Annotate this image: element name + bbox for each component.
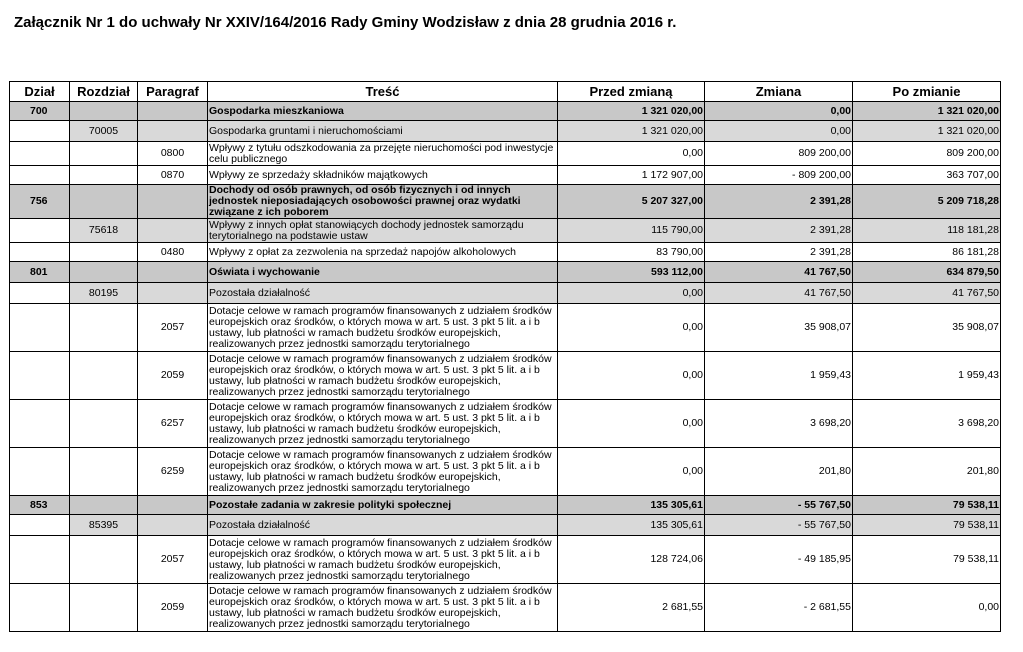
cell-tresc: Wpływy z tytułu odszkodowania za przejęte nieruchomości pod inwestycje celu publicznego [208,142,558,166]
cell-po-zmianie: 1 321 020,00 [853,102,1001,121]
cell-paragraf [138,121,208,142]
cell-po-zmianie: 1 321 020,00 [853,121,1001,142]
cell-rozdzial [70,496,138,515]
cell-zmiana: 3 698,20 [705,400,853,448]
cell-dzial [10,142,70,166]
cell-dzial [10,219,70,243]
cell-dzial [10,166,70,185]
cell-dzial [10,243,70,262]
cell-zmiana: 2 391,28 [705,243,853,262]
cell-tresc: Wpływy z opłat za zezwolenia na sprzedaż napojów alkoholowych [208,243,558,262]
cell-paragraf: 0480 [138,243,208,262]
cell-przed-zmiana: 135 305,61 [558,515,705,536]
cell-dzial: 700 [10,102,70,121]
cell-przed-zmiana: 1 172 907,00 [558,166,705,185]
cell-paragraf [138,185,208,219]
cell-przed-zmiana: 5 207 327,00 [558,185,705,219]
cell-dzial [10,584,70,632]
cell-zmiana: 41 767,50 [705,262,853,283]
table-row [10,102,1001,121]
cell-dzial [10,448,70,496]
cell-paragraf [138,515,208,536]
cell-przed-zmiana: 1 321 020,00 [558,102,705,121]
cell-po-zmianie: 809 200,00 [853,142,1001,166]
cell-zmiana: 41 767,50 [705,283,853,304]
header-tresc: Treść [208,82,558,102]
table-row [10,121,1001,142]
cell-zmiana: - 809 200,00 [705,166,853,185]
table-row [10,352,1001,400]
cell-przed-zmiana: 0,00 [558,352,705,400]
table-row [10,185,1001,219]
cell-po-zmianie: 634 879,50 [853,262,1001,283]
cell-tresc: Wpływy z innych opłat stanowiących dochody jednostek samorządu terytorialnego na podstawie ustaw [208,219,558,243]
cell-dzial [10,304,70,352]
cell-dzial: 801 [10,262,70,283]
cell-przed-zmiana: 0,00 [558,304,705,352]
cell-po-zmianie: 118 181,28 [853,219,1001,243]
cell-dzial [10,352,70,400]
table-row [10,515,1001,536]
table-row [10,219,1001,243]
header-paragraf: Paragraf [138,82,208,102]
cell-po-zmianie: 79 538,11 [853,515,1001,536]
cell-rozdzial [70,166,138,185]
cell-po-zmianie: 79 538,11 [853,496,1001,515]
budget-table [9,81,1001,632]
cell-paragraf [138,496,208,515]
cell-zmiana: 2 391,28 [705,219,853,243]
cell-po-zmianie: 5 209 718,28 [853,185,1001,219]
table-row [10,142,1001,166]
cell-rozdzial [70,584,138,632]
cell-dzial [10,536,70,584]
cell-rozdzial [70,102,138,121]
cell-przed-zmiana: 115 790,00 [558,219,705,243]
cell-rozdzial [70,352,138,400]
cell-przed-zmiana: 2 681,55 [558,584,705,632]
cell-zmiana: - 55 767,50 [705,515,853,536]
table-row [10,496,1001,515]
cell-zmiana: 0,00 [705,121,853,142]
cell-dzial: 756 [10,185,70,219]
cell-paragraf [138,262,208,283]
cell-przed-zmiana: 0,00 [558,142,705,166]
cell-paragraf: 0870 [138,166,208,185]
header-rozdzial: Rozdział [70,82,138,102]
cell-dzial [10,283,70,304]
header-przed-zmiana: Przed zmianą [558,82,705,102]
cell-po-zmianie: 86 181,28 [853,243,1001,262]
cell-rozdzial [70,304,138,352]
cell-tresc: Dochody od osób prawnych, od osób fizycznych i od innych jednostek nieposiadających osobowości prawnej oraz wydatki związane z ich poborem [208,185,558,219]
cell-po-zmianie: 201,80 [853,448,1001,496]
cell-tresc: Dotacje celowe w ramach programów finansowanych z udziałem środków europejskich oraz środków, o których mowa w art. 5 ust. 3 pkt 5 lit. a i b ustawy, lub płatności w ramach budżetu środków europejskich, realizowanych przez jednostki samorządu terytorialnego [208,304,558,352]
cell-paragraf: 2059 [138,584,208,632]
cell-po-zmianie: 41 767,50 [853,283,1001,304]
cell-paragraf: 6257 [138,400,208,448]
header-po-zmianie: Po zmianie [853,82,1001,102]
cell-paragraf [138,219,208,243]
cell-przed-zmiana: 135 305,61 [558,496,705,515]
cell-rozdzial [70,448,138,496]
cell-przed-zmiana: 1 321 020,00 [558,121,705,142]
table-row [10,584,1001,632]
cell-rozdzial [70,185,138,219]
cell-tresc: Gospodarka mieszkaniowa [208,102,558,121]
cell-przed-zmiana: 0,00 [558,448,705,496]
cell-paragraf: 2057 [138,304,208,352]
cell-tresc: Dotacje celowe w ramach programów finansowanych z udziałem środków europejskich oraz środków, o których mowa w art. 5 ust. 3 pkt 5 lit. a i b ustawy, lub płatności w ramach budżetu środków europejskich, realizowanych przez jednostki samorządu terytorialnego [208,400,558,448]
table-row [10,536,1001,584]
cell-przed-zmiana: 0,00 [558,283,705,304]
cell-przed-zmiana: 0,00 [558,400,705,448]
cell-tresc: Dotacje celowe w ramach programów finansowanych z udziałem środków europejskich oraz środków, o których mowa w art. 5 ust. 3 pkt 5 lit. a i b ustawy, lub płatności w ramach budżetu środków europejskich, realizowanych przez jednostki samorządu terytorialnego [208,536,558,584]
table-row [10,166,1001,185]
table-body [10,102,1001,632]
table-header-row [10,82,1001,102]
cell-rozdzial [70,400,138,448]
cell-rozdzial [70,262,138,283]
table-row [10,400,1001,448]
table-row [10,262,1001,283]
cell-tresc: Oświata i wychowanie [208,262,558,283]
cell-zmiana: 809 200,00 [705,142,853,166]
cell-dzial: 853 [10,496,70,515]
cell-tresc: Pozostała działalność [208,515,558,536]
cell-paragraf: 2057 [138,536,208,584]
cell-przed-zmiana: 593 112,00 [558,262,705,283]
cell-zmiana: 0,00 [705,102,853,121]
cell-zmiana: 2 391,28 [705,185,853,219]
cell-rozdzial [70,243,138,262]
cell-paragraf [138,283,208,304]
cell-po-zmianie: 0,00 [853,584,1001,632]
cell-rozdzial: 80195 [70,283,138,304]
cell-zmiana: - 2 681,55 [705,584,853,632]
cell-tresc: Dotacje celowe w ramach programów finansowanych z udziałem środków europejskich oraz środków, o których mowa w art. 5 ust. 3 pkt 5 lit. a i b ustawy, lub płatności w ramach budżetu środków europejskich, realizowanych przez jednostki samorządu terytorialnego [208,448,558,496]
cell-tresc: Dotacje celowe w ramach programów finansowanych z udziałem środków europejskich oraz środków, o których mowa w art. 5 ust. 3 pkt 5 lit. a i b ustawy, lub płatności w ramach budżetu środków europejskich, realizowanych przez jednostki samorządu terytorialnego [208,584,558,632]
document-title: Załącznik Nr 1 do uchwały Nr XXIV/164/2016 Rady Gminy Wodzisław z dnia 28 grudnia 2016 r. [14,14,677,31]
table-row [10,304,1001,352]
cell-paragraf [138,102,208,121]
cell-tresc: Pozostała działalność [208,283,558,304]
cell-zmiana: 35 908,07 [705,304,853,352]
cell-zmiana: 201,80 [705,448,853,496]
cell-tresc: Dotacje celowe w ramach programów finansowanych z udziałem środków europejskich oraz środków, o których mowa w art. 5 ust. 3 pkt 5 lit. a i b ustawy, lub płatności w ramach budżetu środków europejskich, realizowanych przez jednostki samorządu terytorialnego [208,352,558,400]
cell-przed-zmiana: 128 724,06 [558,536,705,584]
cell-rozdzial: 75618 [70,219,138,243]
cell-paragraf: 6259 [138,448,208,496]
table-row [10,448,1001,496]
cell-rozdzial: 70005 [70,121,138,142]
cell-po-zmianie: 363 707,00 [853,166,1001,185]
cell-po-zmianie: 79 538,11 [853,536,1001,584]
cell-rozdzial [70,536,138,584]
cell-przed-zmiana: 83 790,00 [558,243,705,262]
cell-dzial [10,121,70,142]
cell-paragraf: 0800 [138,142,208,166]
cell-rozdzial [70,142,138,166]
header-dzial: Dział [10,82,70,102]
cell-tresc: Pozostałe zadania w zakresie polityki społecznej [208,496,558,515]
header-zmiana: Zmiana [705,82,853,102]
cell-tresc: Gospodarka gruntami i nieruchomościami [208,121,558,142]
cell-rozdzial: 85395 [70,515,138,536]
cell-po-zmianie: 3 698,20 [853,400,1001,448]
cell-po-zmianie: 1 959,43 [853,352,1001,400]
cell-dzial [10,515,70,536]
cell-tresc: Wpływy ze sprzedaży składników majątkowych [208,166,558,185]
cell-zmiana: 1 959,43 [705,352,853,400]
cell-zmiana: - 49 185,95 [705,536,853,584]
cell-po-zmianie: 35 908,07 [853,304,1001,352]
cell-dzial [10,400,70,448]
table-row [10,243,1001,262]
table-row [10,283,1001,304]
cell-zmiana: - 55 767,50 [705,496,853,515]
cell-paragraf: 2059 [138,352,208,400]
